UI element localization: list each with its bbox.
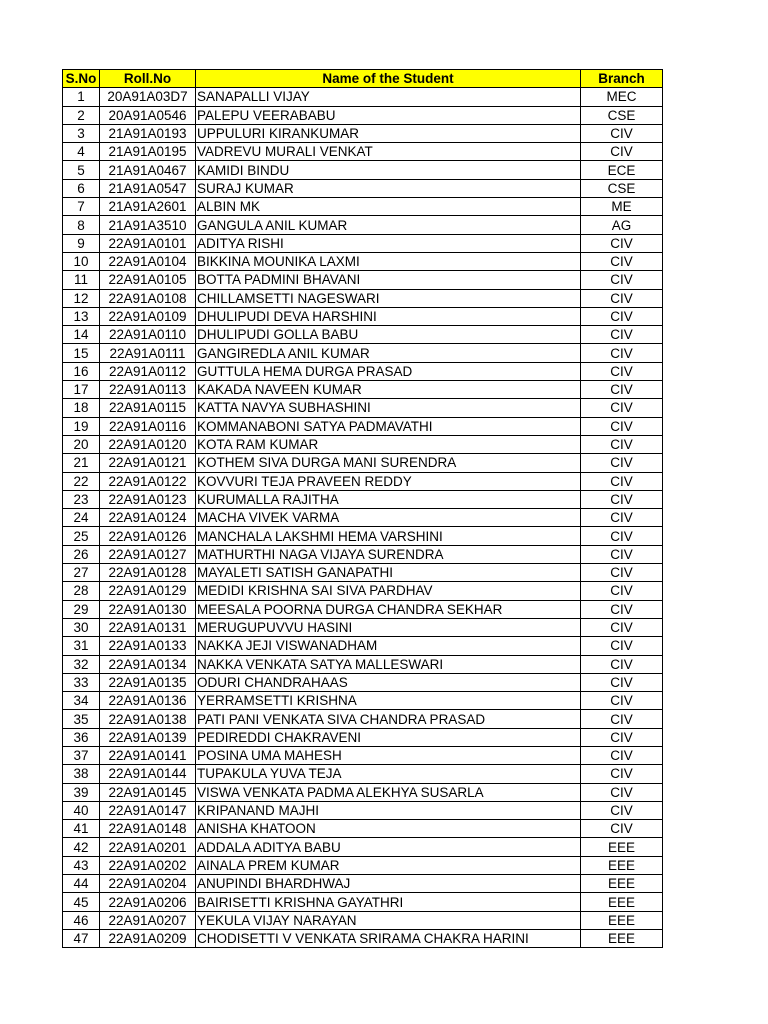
table-row	[63, 911, 663, 929]
cell-sno: 8	[63, 216, 100, 234]
cell-branch: AG	[581, 216, 663, 234]
table-row	[63, 454, 663, 472]
table-row	[63, 673, 663, 691]
cell-branch: CIV	[581, 344, 663, 362]
cell-student-name: SURAJ KUMAR	[196, 179, 581, 197]
cell-roll-no: 22A91A0124	[100, 509, 196, 527]
cell-sno: 10	[63, 252, 100, 270]
table-row	[63, 143, 663, 161]
cell-branch: CIV	[581, 271, 663, 289]
cell-roll-no: 22A91A0109	[100, 307, 196, 325]
cell-branch: ME	[581, 198, 663, 216]
cell-sno: 17	[63, 381, 100, 399]
cell-roll-no: 22A91A0136	[100, 692, 196, 710]
cell-roll-no: 21A91A0193	[100, 124, 196, 142]
cell-branch: CIV	[581, 326, 663, 344]
cell-sno: 42	[63, 838, 100, 856]
cell-student-name: BIKKINA MOUNIKA LAXMI	[196, 252, 581, 270]
cell-sno: 11	[63, 271, 100, 289]
cell-roll-no: 21A91A0467	[100, 161, 196, 179]
cell-branch: CIV	[581, 820, 663, 838]
cell-student-name: AINALA PREM KUMAR	[196, 856, 581, 874]
cell-sno: 41	[63, 820, 100, 838]
cell-student-name: ANISHA KHATOON	[196, 820, 581, 838]
cell-branch: CIV	[581, 527, 663, 545]
table-row	[63, 362, 663, 380]
cell-student-name: KOTA RAM KUMAR	[196, 435, 581, 453]
cell-sno: 31	[63, 637, 100, 655]
cell-branch: CIV	[581, 362, 663, 380]
table-row	[63, 307, 663, 325]
table-row	[63, 728, 663, 746]
cell-sno: 3	[63, 124, 100, 142]
cell-student-name: VADREVU MURALI VENKAT	[196, 143, 581, 161]
cell-student-name: MEESALA POORNA DURGA CHANDRA SEKHAR	[196, 600, 581, 618]
table-row	[63, 381, 663, 399]
cell-sno: 26	[63, 545, 100, 563]
cell-student-name: MANCHALA LAKSHMI HEMA VARSHINI	[196, 527, 581, 545]
cell-student-name: MAYALETI SATISH GANAPATHI	[196, 564, 581, 582]
table-row	[63, 344, 663, 362]
cell-sno: 19	[63, 417, 100, 435]
cell-sno: 20	[63, 435, 100, 453]
cell-branch: CIV	[581, 399, 663, 417]
cell-roll-no: 22A91A0113	[100, 381, 196, 399]
cell-roll-no: 22A91A0206	[100, 893, 196, 911]
cell-branch: CSE	[581, 179, 663, 197]
table-row	[63, 692, 663, 710]
table-row	[63, 545, 663, 563]
cell-sno: 45	[63, 893, 100, 911]
cell-sno: 27	[63, 564, 100, 582]
cell-branch: CIV	[581, 472, 663, 490]
cell-sno: 30	[63, 618, 100, 636]
cell-sno: 36	[63, 728, 100, 746]
student-list-table	[62, 69, 663, 948]
table-row	[63, 783, 663, 801]
cell-roll-no: 22A91A0123	[100, 490, 196, 508]
cell-branch: CIV	[581, 655, 663, 673]
cell-student-name: GANGIREDLA ANIL KUMAR	[196, 344, 581, 362]
cell-student-name: NAKKA JEJI VISWANADHAM	[196, 637, 581, 655]
table-row	[63, 417, 663, 435]
cell-student-name: ADITYA RISHI	[196, 234, 581, 252]
cell-branch: CIV	[581, 454, 663, 472]
cell-roll-no: 22A91A0207	[100, 911, 196, 929]
cell-branch: CIV	[581, 710, 663, 728]
cell-sno: 15	[63, 344, 100, 362]
table-row	[63, 564, 663, 582]
table-row	[63, 252, 663, 270]
cell-roll-no: 21A91A2601	[100, 198, 196, 216]
cell-branch: EEE	[581, 838, 663, 856]
table-row	[63, 179, 663, 197]
cell-branch: CIV	[581, 307, 663, 325]
cell-sno: 35	[63, 710, 100, 728]
cell-roll-no: 22A91A0110	[100, 326, 196, 344]
cell-sno: 28	[63, 582, 100, 600]
cell-roll-no: 22A91A0129	[100, 582, 196, 600]
cell-sno: 16	[63, 362, 100, 380]
cell-roll-no: 20A91A03D7	[100, 88, 196, 106]
cell-student-name: KOMMANABONI SATYA PADMAVATHI	[196, 417, 581, 435]
cell-branch: MEC	[581, 88, 663, 106]
header-roll-no: Roll.No	[100, 70, 196, 88]
cell-student-name: DHULIPUDI GOLLA BABU	[196, 326, 581, 344]
cell-sno: 4	[63, 143, 100, 161]
cell-roll-no: 22A91A0209	[100, 929, 196, 947]
cell-roll-no: 22A91A0138	[100, 710, 196, 728]
cell-student-name: ADDALA ADITYA BABU	[196, 838, 581, 856]
table-row	[63, 820, 663, 838]
cell-student-name: PALEPU VEERABABU	[196, 106, 581, 124]
cell-student-name: MEDIDI KRISHNA SAI SIVA PARDHAV	[196, 582, 581, 600]
cell-student-name: CHILLAMSETTI NAGESWARI	[196, 289, 581, 307]
cell-sno: 37	[63, 746, 100, 764]
cell-roll-no: 22A91A0144	[100, 765, 196, 783]
cell-sno: 38	[63, 765, 100, 783]
table-row	[63, 234, 663, 252]
cell-roll-no: 22A91A0101	[100, 234, 196, 252]
cell-student-name: BAIRISETTI KRISHNA GAYATHRI	[196, 893, 581, 911]
table-row	[63, 509, 663, 527]
cell-student-name: PEDIREDDI CHAKRAVENI	[196, 728, 581, 746]
cell-branch: CIV	[581, 564, 663, 582]
cell-sno: 9	[63, 234, 100, 252]
table-row	[63, 271, 663, 289]
table-body	[63, 88, 663, 948]
table-row	[63, 600, 663, 618]
header-sno: S.No	[63, 70, 100, 88]
cell-student-name: MACHA VIVEK VARMA	[196, 509, 581, 527]
cell-student-name: UPPULURI KIRANKUMAR	[196, 124, 581, 142]
header-student-name: Name of the Student	[196, 70, 581, 88]
table-row	[63, 490, 663, 508]
header-branch: Branch	[581, 70, 663, 88]
table-row	[63, 801, 663, 819]
cell-student-name: KURUMALLA RAJITHA	[196, 490, 581, 508]
cell-student-name: CHODISETTI V VENKATA SRIRAMA CHAKRA HARINI	[196, 929, 581, 947]
table-row	[63, 326, 663, 344]
cell-sno: 21	[63, 454, 100, 472]
cell-roll-no: 22A91A0145	[100, 783, 196, 801]
cell-student-name: PATI PANI VENKATA SIVA CHANDRA PRASAD	[196, 710, 581, 728]
table-row	[63, 124, 663, 142]
cell-sno: 40	[63, 801, 100, 819]
cell-student-name: SANAPALLI VIJAY	[196, 88, 581, 106]
cell-branch: CIV	[581, 783, 663, 801]
cell-student-name: YEKULA VIJAY NARAYAN	[196, 911, 581, 929]
table-row	[63, 88, 663, 106]
cell-student-name: YERRAMSETTI KRISHNA	[196, 692, 581, 710]
cell-sno: 34	[63, 692, 100, 710]
table-row	[63, 106, 663, 124]
cell-sno: 1	[63, 88, 100, 106]
cell-branch: CIV	[581, 692, 663, 710]
cell-student-name: KOVVURI TEJA PRAVEEN REDDY	[196, 472, 581, 490]
cell-branch: CIV	[581, 381, 663, 399]
cell-roll-no: 22A91A0139	[100, 728, 196, 746]
cell-branch: EEE	[581, 893, 663, 911]
table-row	[63, 161, 663, 179]
cell-sno: 5	[63, 161, 100, 179]
cell-roll-no: 22A91A0204	[100, 875, 196, 893]
cell-branch: CIV	[581, 582, 663, 600]
cell-roll-no: 22A91A0122	[100, 472, 196, 490]
cell-student-name: KATTA NAVYA SUBHASHINI	[196, 399, 581, 417]
cell-branch: ECE	[581, 161, 663, 179]
cell-branch: CIV	[581, 435, 663, 453]
cell-roll-no: 21A91A0195	[100, 143, 196, 161]
cell-branch: CIV	[581, 765, 663, 783]
cell-roll-no: 21A91A3510	[100, 216, 196, 234]
cell-roll-no: 22A91A0111	[100, 344, 196, 362]
cell-roll-no: 22A91A0133	[100, 637, 196, 655]
cell-sno: 2	[63, 106, 100, 124]
cell-branch: CIV	[581, 234, 663, 252]
cell-student-name: KRIPANAND MAJHI	[196, 801, 581, 819]
cell-branch: CIV	[581, 618, 663, 636]
header-row	[63, 70, 663, 88]
cell-branch: EEE	[581, 929, 663, 947]
table-row	[63, 655, 663, 673]
cell-roll-no: 22A91A0128	[100, 564, 196, 582]
cell-branch: CIV	[581, 289, 663, 307]
cell-branch: CIV	[581, 509, 663, 527]
cell-student-name: TUPAKULA YUVA TEJA	[196, 765, 581, 783]
cell-student-name: ODURI CHANDRAHAAS	[196, 673, 581, 691]
cell-student-name: ANUPINDI BHARDHWAJ	[196, 875, 581, 893]
cell-student-name: DHULIPUDI DEVA HARSHINI	[196, 307, 581, 325]
cell-student-name: BOTTA PADMINI BHAVANI	[196, 271, 581, 289]
table-row	[63, 765, 663, 783]
cell-branch: EEE	[581, 875, 663, 893]
cell-roll-no: 22A91A0202	[100, 856, 196, 874]
cell-branch: CIV	[581, 545, 663, 563]
cell-roll-no: 22A91A0148	[100, 820, 196, 838]
cell-student-name: GUTTULA HEMA DURGA PRASAD	[196, 362, 581, 380]
table-row	[63, 216, 663, 234]
cell-branch: CIV	[581, 124, 663, 142]
table-row	[63, 838, 663, 856]
cell-branch: CIV	[581, 801, 663, 819]
cell-sno: 47	[63, 929, 100, 947]
cell-branch: EEE	[581, 856, 663, 874]
cell-roll-no: 22A91A0121	[100, 454, 196, 472]
cell-roll-no: 22A91A0120	[100, 435, 196, 453]
cell-roll-no: 22A91A0126	[100, 527, 196, 545]
cell-sno: 29	[63, 600, 100, 618]
cell-branch: CIV	[581, 728, 663, 746]
cell-sno: 24	[63, 509, 100, 527]
table-row	[63, 435, 663, 453]
cell-sno: 7	[63, 198, 100, 216]
cell-roll-no: 22A91A0112	[100, 362, 196, 380]
cell-branch: CIV	[581, 600, 663, 618]
cell-student-name: VISWA VENKATA PADMA ALEKHYA SUSARLA	[196, 783, 581, 801]
cell-roll-no: 22A91A0105	[100, 271, 196, 289]
cell-sno: 46	[63, 911, 100, 929]
cell-roll-no: 22A91A0147	[100, 801, 196, 819]
cell-branch: CIV	[581, 746, 663, 764]
cell-roll-no: 22A91A0108	[100, 289, 196, 307]
cell-student-name: NAKKA VENKATA SATYA MALLESWARI	[196, 655, 581, 673]
cell-roll-no: 22A91A0115	[100, 399, 196, 417]
cell-sno: 13	[63, 307, 100, 325]
cell-branch: CIV	[581, 252, 663, 270]
cell-student-name: KAKADA NAVEEN KUMAR	[196, 381, 581, 399]
cell-sno: 22	[63, 472, 100, 490]
table-row	[63, 618, 663, 636]
cell-branch: CSE	[581, 106, 663, 124]
cell-sno: 14	[63, 326, 100, 344]
cell-sno: 32	[63, 655, 100, 673]
cell-sno: 25	[63, 527, 100, 545]
cell-sno: 23	[63, 490, 100, 508]
cell-student-name: POSINA UMA MAHESH	[196, 746, 581, 764]
cell-sno: 12	[63, 289, 100, 307]
table-row	[63, 893, 663, 911]
cell-sno: 39	[63, 783, 100, 801]
cell-roll-no: 22A91A0134	[100, 655, 196, 673]
cell-roll-no: 21A91A0547	[100, 179, 196, 197]
table-row	[63, 472, 663, 490]
table-row	[63, 527, 663, 545]
cell-sno: 43	[63, 856, 100, 874]
table-row	[63, 582, 663, 600]
cell-student-name: GANGULA ANIL KUMAR	[196, 216, 581, 234]
table-row	[63, 875, 663, 893]
cell-student-name: ALBIN MK	[196, 198, 581, 216]
cell-branch: EEE	[581, 911, 663, 929]
cell-sno: 33	[63, 673, 100, 691]
cell-student-name: KOTHEM SIVA DURGA MANI SURENDRA	[196, 454, 581, 472]
table-row	[63, 929, 663, 947]
cell-branch: CIV	[581, 637, 663, 655]
table-row	[63, 289, 663, 307]
cell-student-name: MERUGUPUVVU HASINI	[196, 618, 581, 636]
cell-student-name: KAMIDI BINDU	[196, 161, 581, 179]
table-row	[63, 710, 663, 728]
cell-sno: 44	[63, 875, 100, 893]
cell-branch: CIV	[581, 673, 663, 691]
cell-roll-no: 22A91A0104	[100, 252, 196, 270]
cell-branch: CIV	[581, 490, 663, 508]
table-row	[63, 746, 663, 764]
cell-roll-no: 22A91A0130	[100, 600, 196, 618]
cell-roll-no: 22A91A0135	[100, 673, 196, 691]
cell-roll-no: 20A91A0546	[100, 106, 196, 124]
cell-roll-no: 22A91A0127	[100, 545, 196, 563]
cell-roll-no: 22A91A0141	[100, 746, 196, 764]
cell-roll-no: 22A91A0131	[100, 618, 196, 636]
table-row	[63, 198, 663, 216]
cell-student-name: MATHURTHI NAGA VIJAYA SURENDRA	[196, 545, 581, 563]
table-row	[63, 399, 663, 417]
cell-branch: CIV	[581, 143, 663, 161]
cell-branch: CIV	[581, 417, 663, 435]
table-row	[63, 856, 663, 874]
cell-sno: 6	[63, 179, 100, 197]
cell-roll-no: 22A91A0201	[100, 838, 196, 856]
table-row	[63, 637, 663, 655]
cell-roll-no: 22A91A0116	[100, 417, 196, 435]
cell-sno: 18	[63, 399, 100, 417]
